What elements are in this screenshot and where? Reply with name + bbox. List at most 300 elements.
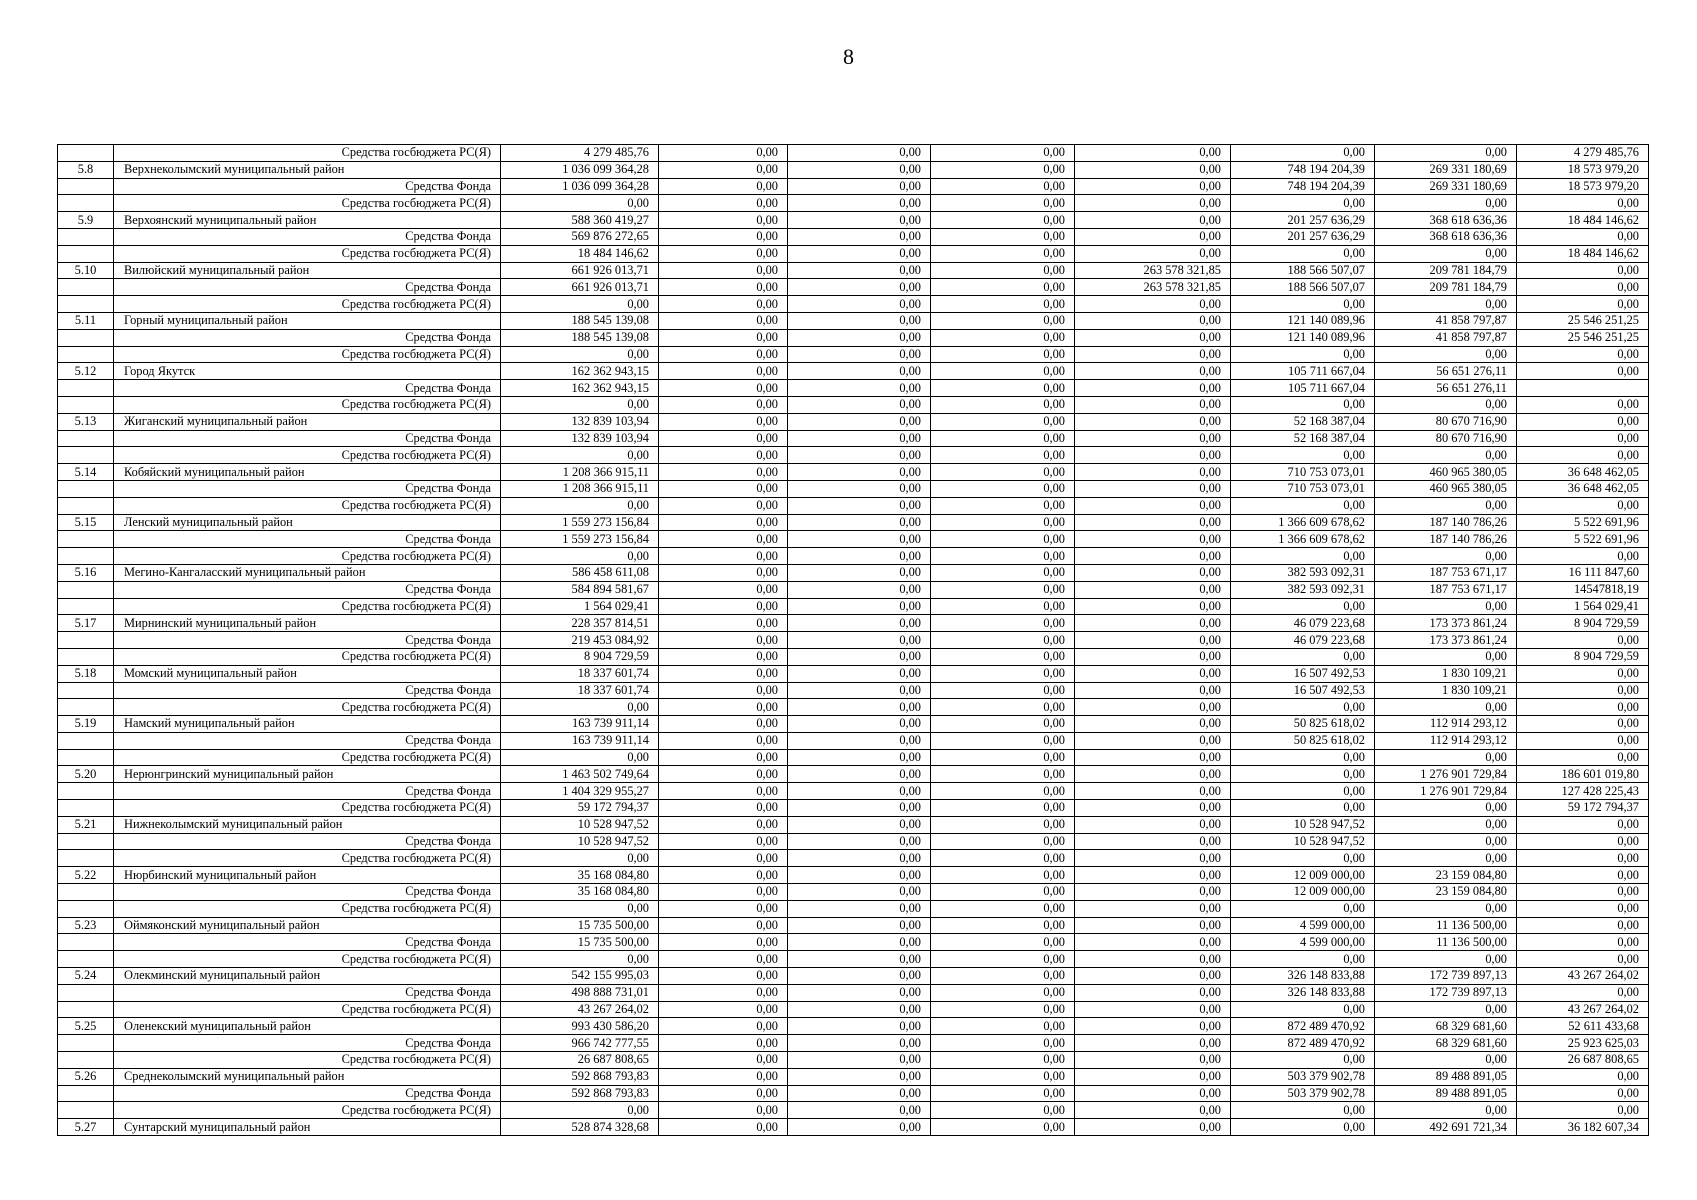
row-name-cell: Средства госбюджета РС(Я)	[114, 900, 501, 917]
value-cell: 43 267 264,02	[501, 1001, 659, 1018]
value-cell: 89 488 891,05	[1375, 1085, 1517, 1102]
value-cell: 0,00	[1517, 1085, 1649, 1102]
value-cell: 0,00	[1517, 816, 1649, 833]
value-cell: 0,00	[931, 648, 1075, 665]
table-row-subtotal	[58, 447, 1649, 464]
value-cell: 0,00	[659, 682, 788, 699]
value-cell: 0,00	[1075, 464, 1231, 481]
value-cell: 188 566 507,07	[1231, 262, 1375, 279]
value-cell: 0,00	[659, 934, 788, 951]
table-row-district	[58, 262, 1649, 279]
value-cell: 209 781 184,79	[1375, 279, 1517, 296]
value-cell: 0,00	[659, 917, 788, 934]
value-cell: 0,00	[788, 212, 931, 229]
value-cell: 0,00	[788, 615, 931, 632]
value-cell: 0,00	[1231, 145, 1375, 162]
table-row-subtotal	[58, 850, 1649, 867]
value-cell: 592 868 793,83	[501, 1068, 659, 1085]
value-cell: 269 331 180,69	[1375, 161, 1517, 178]
value-cell: 966 742 777,55	[501, 1035, 659, 1052]
value-cell: 4 599 000,00	[1231, 917, 1375, 934]
row-name-cell: Средства госбюджета РС(Я)	[114, 648, 501, 665]
value-cell: 0,00	[1517, 682, 1649, 699]
value-cell: 18 573 979,20	[1517, 161, 1649, 178]
value-cell: 586 458 611,08	[501, 564, 659, 581]
row-name-cell: Оленекский муниципальный район	[114, 1018, 501, 1035]
row-number-cell	[58, 951, 114, 968]
value-cell: 0,00	[1075, 816, 1231, 833]
value-cell: 68 329 681,60	[1375, 1018, 1517, 1035]
row-number-cell	[58, 648, 114, 665]
value-cell: 0,00	[1231, 396, 1375, 413]
row-name-cell: Средства госбюджета РС(Я)	[114, 296, 501, 313]
value-cell: 0,00	[788, 951, 931, 968]
row-number-cell	[58, 447, 114, 464]
value-cell: 0,00	[659, 665, 788, 682]
value-cell: 0,00	[1075, 917, 1231, 934]
table-row-subtotal	[58, 430, 1649, 447]
value-cell: 0,00	[659, 1052, 788, 1069]
value-cell: 0,00	[1075, 800, 1231, 817]
table-row-subtotal	[58, 598, 1649, 615]
value-cell: 0,00	[788, 430, 931, 447]
value-cell: 0,00	[1517, 413, 1649, 430]
value-cell: 1 564 029,41	[1517, 598, 1649, 615]
row-number-cell: 5.18	[58, 665, 114, 682]
value-cell: 8 904 729,59	[1517, 648, 1649, 665]
value-cell: 0,00	[501, 699, 659, 716]
row-number-cell	[58, 632, 114, 649]
value-cell: 0,00	[931, 1068, 1075, 1085]
row-name-cell: Средства Фонда	[114, 531, 501, 548]
row-number-cell	[58, 682, 114, 699]
value-cell: 0,00	[501, 900, 659, 917]
value-cell: 0,00	[1231, 749, 1375, 766]
value-cell: 0,00	[1517, 934, 1649, 951]
value-cell: 0,00	[659, 430, 788, 447]
row-name-cell: Средства Фонда	[114, 480, 501, 497]
value-cell: 0,00	[931, 884, 1075, 901]
value-cell: 0,00	[1231, 783, 1375, 800]
value-cell: 25 546 251,25	[1517, 329, 1649, 346]
value-cell: 0,00	[1075, 766, 1231, 783]
table-row-subtotal	[58, 682, 1649, 699]
table-row-district	[58, 161, 1649, 178]
value-cell: 0,00	[1375, 833, 1517, 850]
row-name-cell: Средства Фонда	[114, 884, 501, 901]
row-number-cell	[58, 178, 114, 195]
value-cell: 0,00	[659, 816, 788, 833]
value-cell: 23 159 084,80	[1375, 884, 1517, 901]
value-cell: 0,00	[788, 1119, 931, 1136]
value-cell: 710 753 073,01	[1231, 464, 1375, 481]
value-cell: 0,00	[788, 145, 931, 162]
row-number-cell	[58, 749, 114, 766]
table-row-subtotal	[58, 732, 1649, 749]
row-name-cell: Средства госбюджета РС(Я)	[114, 396, 501, 413]
row-name-cell: Средства Фонда	[114, 178, 501, 195]
table-row-subtotal	[58, 178, 1649, 195]
value-cell: 0,00	[788, 329, 931, 346]
table-row-district	[58, 564, 1649, 581]
value-cell: 0,00	[788, 514, 931, 531]
value-cell: 0,00	[1231, 951, 1375, 968]
value-cell: 0,00	[1375, 296, 1517, 313]
row-name-cell: Средства госбюджета РС(Я)	[114, 145, 501, 162]
table-row-subtotal	[58, 228, 1649, 245]
row-number-cell	[58, 346, 114, 363]
table-row-district	[58, 413, 1649, 430]
value-cell: 0,00	[1517, 900, 1649, 917]
value-cell: 0,00	[1075, 867, 1231, 884]
value-cell: 0,00	[1075, 329, 1231, 346]
value-cell: 0,00	[1231, 447, 1375, 464]
value-cell: 0,00	[659, 464, 788, 481]
value-cell: 0,00	[931, 228, 1075, 245]
value-cell: 0,00	[659, 161, 788, 178]
row-number-cell: 5.12	[58, 363, 114, 380]
value-cell: 188 545 139,08	[501, 329, 659, 346]
table-row-subtotal	[58, 480, 1649, 497]
value-cell: 16 111 847,60	[1517, 564, 1649, 581]
value-cell: 0,00	[1231, 346, 1375, 363]
value-cell: 0,00	[1517, 732, 1649, 749]
value-cell: 0,00	[1231, 800, 1375, 817]
table-row-subtotal	[58, 497, 1649, 514]
value-cell: 0,00	[931, 296, 1075, 313]
value-cell: 0,00	[931, 430, 1075, 447]
value-cell: 0,00	[659, 884, 788, 901]
table-row-subtotal	[58, 1085, 1649, 1102]
value-cell: 5 522 691,96	[1517, 514, 1649, 531]
value-cell: 0,00	[1517, 984, 1649, 1001]
value-cell: 0,00	[1375, 396, 1517, 413]
value-cell: 0,00	[788, 984, 931, 1001]
table-row-subtotal	[58, 783, 1649, 800]
value-cell: 0,00	[1375, 346, 1517, 363]
value-cell: 0,00	[659, 1068, 788, 1085]
value-cell: 0,00	[501, 749, 659, 766]
value-cell: 0,00	[659, 1102, 788, 1119]
value-cell: 15 735 500,00	[501, 934, 659, 951]
row-number-cell	[58, 833, 114, 850]
row-number-cell	[58, 531, 114, 548]
value-cell: 0,00	[1075, 245, 1231, 262]
value-cell: 0,00	[1075, 1001, 1231, 1018]
value-cell: 0,00	[1075, 447, 1231, 464]
value-cell: 0,00	[788, 1018, 931, 1035]
value-cell: 0,00	[931, 497, 1075, 514]
row-number-cell	[58, 396, 114, 413]
table-row-subtotal	[58, 833, 1649, 850]
value-cell: 36 182 607,34	[1517, 1119, 1649, 1136]
value-cell: 112 914 293,12	[1375, 716, 1517, 733]
value-cell: 0,00	[1375, 816, 1517, 833]
value-cell: 0,00	[788, 262, 931, 279]
row-name-cell: Горный муниципальный район	[114, 312, 501, 329]
value-cell: 132 839 103,94	[501, 413, 659, 430]
row-name-cell: Средства госбюджета РС(Я)	[114, 548, 501, 565]
value-cell: 0,00	[1231, 699, 1375, 716]
value-cell: 0,00	[659, 195, 788, 212]
value-cell: 162 362 943,15	[501, 363, 659, 380]
table-row-district	[58, 1119, 1649, 1136]
value-cell: 0,00	[1075, 195, 1231, 212]
value-cell: 993 430 586,20	[501, 1018, 659, 1035]
row-name-cell: Нижнеколымский муниципальный район	[114, 816, 501, 833]
value-cell: 56 651 276,11	[1375, 380, 1517, 397]
value-cell: 0,00	[1375, 195, 1517, 212]
value-cell: 0,00	[788, 396, 931, 413]
value-cell: 503 379 902,78	[1231, 1085, 1375, 1102]
value-cell: 0,00	[659, 716, 788, 733]
value-cell: 0,00	[788, 766, 931, 783]
value-cell: 0,00	[1517, 917, 1649, 934]
value-cell: 0,00	[1375, 1052, 1517, 1069]
value-cell: 0,00	[1517, 430, 1649, 447]
value-cell: 0,00	[1075, 363, 1231, 380]
value-cell: 0,00	[931, 564, 1075, 581]
row-name-cell: Средства госбюджета РС(Я)	[114, 699, 501, 716]
value-cell: 0,00	[788, 850, 931, 867]
value-cell: 0,00	[931, 833, 1075, 850]
value-cell: 584 894 581,67	[501, 581, 659, 598]
value-cell: 0,00	[659, 968, 788, 985]
value-cell: 0,00	[501, 850, 659, 867]
value-cell: 0,00	[1075, 732, 1231, 749]
value-cell: 228 357 814,51	[501, 615, 659, 632]
table-row-subtotal	[58, 1102, 1649, 1119]
value-cell: 0,00	[1075, 699, 1231, 716]
value-cell: 0,00	[788, 800, 931, 817]
value-cell: 0,00	[931, 1001, 1075, 1018]
table-row-subtotal	[58, 531, 1649, 548]
value-cell: 50 825 618,02	[1231, 732, 1375, 749]
value-cell	[1517, 380, 1649, 397]
value-cell: 368 618 636,36	[1375, 212, 1517, 229]
value-cell: 0,00	[1231, 1052, 1375, 1069]
value-cell: 0,00	[931, 1052, 1075, 1069]
value-cell: 0,00	[1075, 984, 1231, 1001]
value-cell: 0,00	[788, 598, 931, 615]
value-cell: 0,00	[788, 245, 931, 262]
value-cell: 0,00	[1075, 1085, 1231, 1102]
value-cell: 0,00	[1375, 951, 1517, 968]
value-cell: 0,00	[1375, 800, 1517, 817]
row-number-cell	[58, 984, 114, 1001]
value-cell: 0,00	[501, 195, 659, 212]
table-row-district	[58, 917, 1649, 934]
value-cell: 0,00	[1075, 312, 1231, 329]
value-cell: 1 036 099 364,28	[501, 178, 659, 195]
value-cell: 80 670 716,90	[1375, 413, 1517, 430]
value-cell: 0,00	[501, 1102, 659, 1119]
value-cell: 0,00	[1075, 514, 1231, 531]
value-cell: 0,00	[788, 1068, 931, 1085]
value-cell: 0,00	[1517, 884, 1649, 901]
value-cell: 1 036 099 364,28	[501, 161, 659, 178]
row-name-cell: Верхнеколымский муниципальный район	[114, 161, 501, 178]
value-cell: 0,00	[1075, 850, 1231, 867]
value-cell: 661 926 013,71	[501, 262, 659, 279]
value-cell: 187 140 786,26	[1375, 531, 1517, 548]
value-cell: 0,00	[788, 581, 931, 598]
row-name-cell: Кобяйский муниципальный район	[114, 464, 501, 481]
value-cell: 0,00	[1231, 497, 1375, 514]
value-cell: 23 159 084,80	[1375, 867, 1517, 884]
value-cell: 0,00	[788, 867, 931, 884]
table-row-subtotal	[58, 1035, 1649, 1052]
value-cell: 382 593 092,31	[1231, 581, 1375, 598]
value-cell: 0,00	[788, 312, 931, 329]
value-cell: 0,00	[1231, 766, 1375, 783]
value-cell: 0,00	[1517, 716, 1649, 733]
value-cell: 0,00	[931, 682, 1075, 699]
value-cell: 35 168 084,80	[501, 884, 659, 901]
value-cell: 18 573 979,20	[1517, 178, 1649, 195]
value-cell: 0,00	[1075, 212, 1231, 229]
value-cell: 0,00	[1075, 145, 1231, 162]
table-row-subtotal	[58, 548, 1649, 565]
value-cell: 0,00	[659, 145, 788, 162]
value-cell: 0,00	[931, 732, 1075, 749]
page-number: 8	[843, 44, 854, 69]
value-cell: 35 168 084,80	[501, 867, 659, 884]
value-cell: 11 136 500,00	[1375, 934, 1517, 951]
value-cell: 1 404 329 955,27	[501, 783, 659, 800]
row-name-cell: Средства Фонда	[114, 228, 501, 245]
value-cell: 0,00	[501, 296, 659, 313]
row-name-cell: Мирнинский муниципальный район	[114, 615, 501, 632]
table-row-subtotal	[58, 984, 1649, 1001]
value-cell: 52 168 387,04	[1231, 430, 1375, 447]
value-cell: 0,00	[1231, 245, 1375, 262]
value-cell: 0,00	[788, 934, 931, 951]
value-cell: 0,00	[659, 632, 788, 649]
value-cell: 0,00	[788, 161, 931, 178]
value-cell: 52 168 387,04	[1231, 413, 1375, 430]
row-number-cell	[58, 245, 114, 262]
value-cell: 0,00	[659, 548, 788, 565]
table-row-district	[58, 363, 1649, 380]
value-cell: 0,00	[788, 178, 931, 195]
value-cell: 0,00	[1075, 1068, 1231, 1085]
value-cell: 0,00	[1075, 749, 1231, 766]
value-cell: 1 276 901 729,84	[1375, 766, 1517, 783]
value-cell: 1 366 609 678,62	[1231, 514, 1375, 531]
value-cell: 1 276 901 729,84	[1375, 783, 1517, 800]
value-cell: 588 360 419,27	[501, 212, 659, 229]
row-number-cell: 5.13	[58, 413, 114, 430]
value-cell: 0,00	[1517, 699, 1649, 716]
row-name-cell: Средства Фонда	[114, 380, 501, 397]
value-cell: 46 079 223,68	[1231, 615, 1375, 632]
value-cell: 492 691 721,34	[1375, 1119, 1517, 1136]
value-cell: 36 648 462,05	[1517, 480, 1649, 497]
value-cell: 0,00	[1075, 833, 1231, 850]
value-cell: 59 172 794,37	[501, 800, 659, 817]
value-cell: 0,00	[931, 699, 1075, 716]
value-cell: 0,00	[1231, 1102, 1375, 1119]
value-cell: 0,00	[659, 212, 788, 229]
value-cell: 162 362 943,15	[501, 380, 659, 397]
value-cell: 0,00	[931, 161, 1075, 178]
value-cell: 0,00	[1075, 480, 1231, 497]
row-number-cell: 5.14	[58, 464, 114, 481]
value-cell: 0,00	[1517, 296, 1649, 313]
value-cell: 0,00	[788, 1052, 931, 1069]
value-cell: 0,00	[1075, 900, 1231, 917]
value-cell: 15 735 500,00	[501, 917, 659, 934]
value-cell: 0,00	[1075, 615, 1231, 632]
row-name-cell: Средства госбюджета РС(Я)	[114, 1001, 501, 1018]
value-cell: 43 267 264,02	[1517, 1001, 1649, 1018]
table-row-district	[58, 665, 1649, 682]
value-cell: 0,00	[931, 816, 1075, 833]
value-cell: 41 858 797,87	[1375, 329, 1517, 346]
row-number-cell: 5.15	[58, 514, 114, 531]
value-cell: 0,00	[788, 783, 931, 800]
row-number-cell	[58, 1052, 114, 1069]
value-cell: 460 965 380,05	[1375, 480, 1517, 497]
row-name-cell: Средства госбюджета РС(Я)	[114, 1102, 501, 1119]
value-cell: 326 148 833,88	[1231, 968, 1375, 985]
value-cell: 0,00	[1231, 296, 1375, 313]
value-cell: 186 601 019,80	[1517, 766, 1649, 783]
value-cell: 0,00	[1375, 850, 1517, 867]
value-cell: 1 830 109,21	[1375, 665, 1517, 682]
table-row-subtotal	[58, 951, 1649, 968]
value-cell: 0,00	[788, 699, 931, 716]
row-name-cell: Средства госбюджета РС(Я)	[114, 245, 501, 262]
value-cell: 0,00	[1075, 648, 1231, 665]
value-cell: 0,00	[1517, 279, 1649, 296]
value-cell: 0,00	[931, 396, 1075, 413]
table-row-district	[58, 766, 1649, 783]
value-cell: 25 923 625,03	[1517, 1035, 1649, 1052]
table-row-subtotal	[58, 279, 1649, 296]
value-cell: 0,00	[1517, 833, 1649, 850]
value-cell: 0,00	[931, 984, 1075, 1001]
row-name-cell: Средства Фонда	[114, 732, 501, 749]
row-name-cell: Средства Фонда	[114, 934, 501, 951]
value-cell: 661 926 013,71	[501, 279, 659, 296]
value-cell: 0,00	[931, 749, 1075, 766]
value-cell: 0,00	[931, 1035, 1075, 1052]
value-cell: 0,00	[659, 615, 788, 632]
value-cell: 0,00	[1075, 1035, 1231, 1052]
value-cell: 0,00	[788, 380, 931, 397]
value-cell: 0,00	[931, 245, 1075, 262]
value-cell: 0,00	[501, 951, 659, 968]
row-name-cell: Мегино-Кангаласский муниципальный район	[114, 564, 501, 581]
value-cell: 0,00	[788, 732, 931, 749]
table-row-subtotal	[58, 195, 1649, 212]
value-cell: 0,00	[931, 598, 1075, 615]
value-cell: 201 257 636,29	[1231, 228, 1375, 245]
row-name-cell: Ленский муниципальный район	[114, 514, 501, 531]
value-cell: 10 528 947,52	[501, 816, 659, 833]
value-cell: 0,00	[1075, 228, 1231, 245]
value-cell: 0,00	[1075, 716, 1231, 733]
value-cell: 0,00	[501, 497, 659, 514]
row-number-cell	[58, 598, 114, 615]
value-cell: 0,00	[931, 464, 1075, 481]
row-number-cell	[58, 934, 114, 951]
value-cell: 0,00	[931, 632, 1075, 649]
value-cell: 0,00	[659, 262, 788, 279]
row-name-cell: Средства госбюджета РС(Я)	[114, 497, 501, 514]
